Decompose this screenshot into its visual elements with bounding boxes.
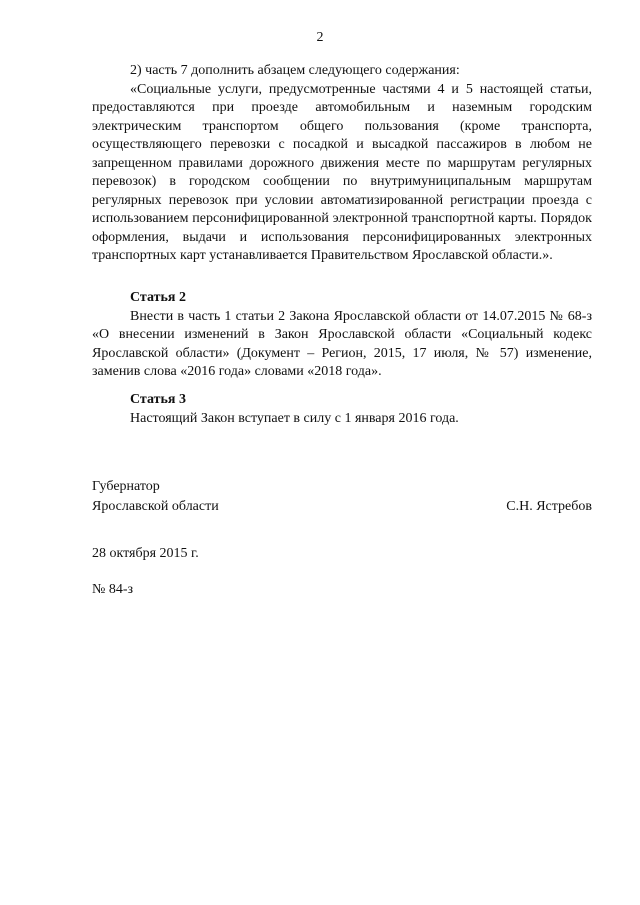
signature-title-line1: Губернатор: [92, 479, 160, 494]
amendment-intro: 2) часть 7 дополнить абзацем следующего содержания:: [130, 63, 460, 78]
signature-row: [92, 497, 592, 517]
law-date: 28 октября 2015 г.: [92, 546, 199, 561]
amendment-section: [92, 62, 592, 266]
amendment-quote: «Социальные услуги, предусмотренные частями 4 и 5 настоящей статьи, предоставляются при проезде автомобильным и наземным городским электрическим транспортом общего пользования (кроме транспорта, осуществляющего перевозки с посадкой и высадкой пассажиров в любом не запрещенном правилами дорожного движения месте по маршрутам регулярных перевозок) в городском сообщении по внутримуниципальным маршрутам регулярных перевозок при условии автоматизированной регистрации проезда с использованием персонифицированной электронной транспортной карты. Порядок оформления, выдачи и использования персонифицированных электронных транспортных карт устанавливается Правительством Ярославской области.».: [92, 81, 592, 263]
article-3-section: [92, 391, 592, 428]
page-number: 2: [316, 30, 324, 45]
signature-title-line2: Ярославской области: [92, 499, 219, 514]
article-3-text: Настоящий Закон вступает в силу с 1 января 2016 года.: [130, 410, 459, 426]
signature-block: [92, 477, 592, 517]
article-3-heading: Статья 3: [130, 392, 186, 407]
signatory-name: С.Н. Ястребов: [506, 499, 592, 514]
law-number: № 84-з: [92, 582, 134, 597]
article-2-section: [92, 289, 592, 382]
article-2-heading: Статья 2: [130, 290, 186, 305]
article-2-text: Внести в часть 1 статьи 2 Закона Ярославской области от 14.07.2015 № 68-з «О внесении изменений в Закон Ярославской области «Социальный кодекс Ярославской области» (Документ – Регион, 2015, 17 июля, № 57) изменение, заменив слова «2016 года» словами «2018 года».: [92, 308, 592, 379]
